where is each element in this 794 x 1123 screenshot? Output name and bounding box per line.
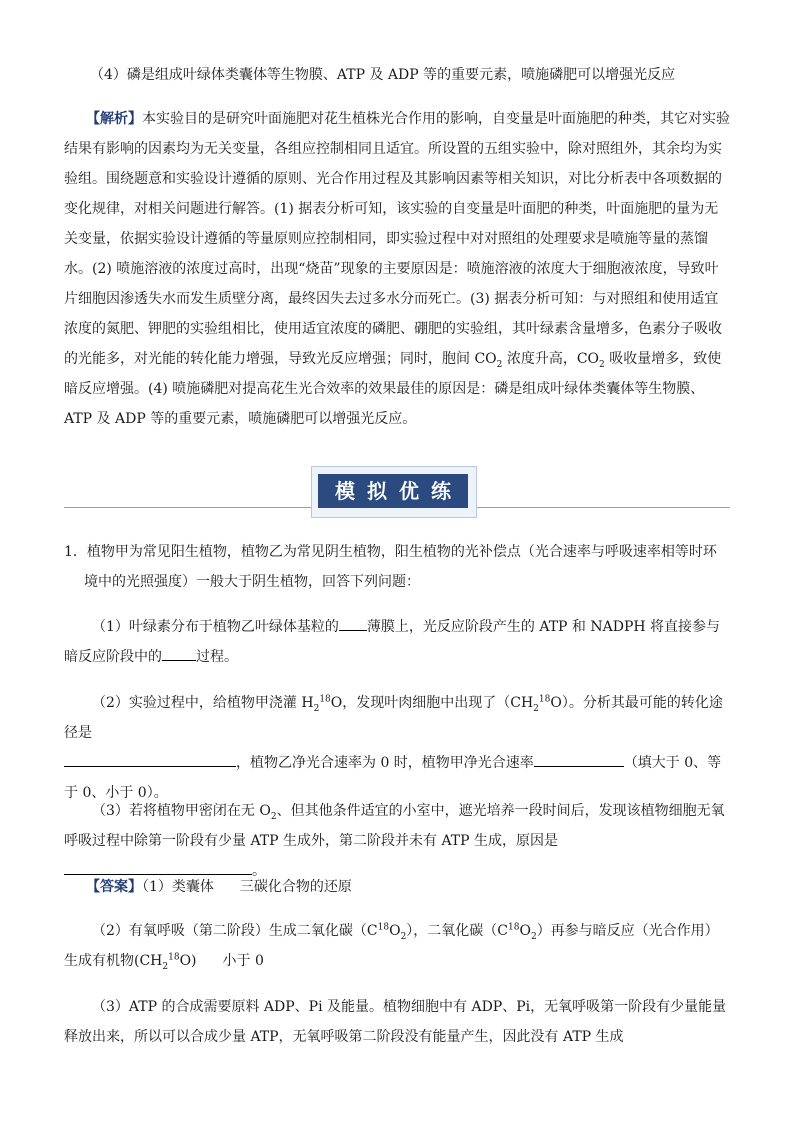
- co2-subscript-1: 2: [496, 359, 503, 370]
- banner-title: 模拟优练: [335, 479, 463, 503]
- answer-line-1: [64, 872, 730, 902]
- answer-line-2: [64, 916, 730, 976]
- q1-part1-text-c: 过程。: [196, 649, 238, 665]
- answer-blank-3[interactable]: [64, 751, 236, 767]
- q1-part3-text-b: 、但其他条件适宜的小室中，遮光培养一段时间后，发现该植物细胞无氧呼吸过程中除第一阶段有少量 ATP 生成外，第二阶段并未有 ATP 生成，原因是: [64, 803, 725, 849]
- question-1-stem-text: 1．植物甲为常见阳生植物，植物乙为常见阴生植物，阳生植物的光补偿点（光合速率与呼吸速率相等时环境中的光照强度）一般大于阴生植物，回答下列问题：: [64, 544, 717, 590]
- answer-blank-4[interactable]: [534, 751, 624, 767]
- answer-2-text-f: 小于 0: [222, 953, 264, 969]
- answer-tag: 【答案】: [86, 879, 142, 895]
- question-1-part-1: [64, 612, 730, 672]
- answer-2-text-e: O): [179, 953, 197, 969]
- co2-subscript-2: 2: [599, 359, 605, 370]
- q1-part1-text-b: 薄膜上，光反应阶段产生的 ATP 和 NADPH 将直接参与暗反应阶段中的: [64, 619, 721, 665]
- answer-2-text-d: ）再参与暗反应（光合作用）生成有机物(CH: [64, 923, 719, 969]
- answer-1-part-b: 三碳化合物的还原: [239, 879, 352, 895]
- q1-part3-text-c: 。: [252, 863, 266, 879]
- question-1-part-2: [64, 688, 730, 808]
- c18-superscript-1: 18: [377, 922, 390, 933]
- answer-2-text-o: O: [519, 923, 531, 939]
- c18-superscript-2: 18: [508, 922, 520, 933]
- answer-2-text-c: ），二氧化碳（C: [406, 923, 509, 939]
- answer-1-part-a: （1）类囊体: [142, 879, 214, 895]
- question-1-stem: [64, 537, 730, 597]
- analysis-paragraph: [64, 104, 730, 434]
- q1-part2-text-a: （2）实验过程中，给植物甲浇灌 H: [92, 695, 314, 711]
- answer-blank-1[interactable]: [339, 615, 367, 631]
- q1-part1-text-a: （1）叶绿素分布于植物乙叶绿体基粒的: [92, 619, 339, 635]
- q1-part2-text-c: O）。分析其最可能的转化途径是: [64, 695, 723, 741]
- analysis-text-3: 吸收量增多，致使暗反应增强。(4) 喷施磷肥对提高花生光合效率的效果最佳的原因是：磷是组成叶绿体类囊体等生物膜、ATP 及 ADP 等的重要元素，喷施磷肥可以增强光反应。: [64, 351, 722, 427]
- q1-part3-text-a: （3）若将植物甲密闭在无 O: [92, 803, 271, 819]
- answer-2-text-b: O: [389, 923, 401, 939]
- o18-superscript-answer: 18: [168, 952, 180, 963]
- q1-part2-text-b: O，发现叶肉细胞中出现了（CH: [330, 695, 534, 711]
- analysis-text-2: 浓度升高，CO: [502, 351, 600, 367]
- item-4-content: （4）磷是组成叶绿体类囊体等生物膜、ATP 及 ADP 等的重要元素，喷施磷肥可以增强光反应: [90, 67, 676, 83]
- o2-subscript-1: 2: [400, 931, 407, 942]
- analysis-text-1: 本实验目的是研究叶面施肥对花生植株光合作用的影响，自变量是叶面施肥的种类，其它对实验结果有影响的因素均为无关变量，各组应控制相同且适宜。所设置的五组实验中，除对照组外，其余均为实验组。围绕题意和实验设计遵循的原则、光合作用过程及其影响因素等相关知识，对比分析表中各项数据的变化规律，对相关问题进行解答。(1) 据表分析可知，该实验的自变量是叶面肥的种类，叶面施肥的量为无关变量，依据实验设计遵循的等量原则应控制相同，即实验过程中对对照组的处理要求是喷施等量的蒸馏水。(2) 喷施溶液的浓度过高时，出现“烧苗”现象的主要原因是：喷施溶液的浓度大于细胞液浓度，导致叶片细胞因渗透失水而发生质壁分离，最终因失去过多水分而死亡。(3) 据表分析可知：与对照组和使用适宜浓度的氮肥、钾肥的实验组相比，使用适宜浓度的磷肥、硼肥的实验组，其叶绿素含量增多，色素分子吸收的光能多，对光能的转化能力增强，导致光反应增强；同时，胞间 CO: [64, 111, 730, 367]
- h2o-subscript: 2: [313, 703, 320, 714]
- o18-superscript: 18: [319, 694, 331, 705]
- q1-part2-text-d: ，植物乙净光合速率为 0 时，植物甲净光合速率: [236, 755, 534, 771]
- banner-plate: [318, 474, 468, 508]
- answer-3-text: （3）ATP 的合成需要原料 ADP、Pi 及能量。植物细胞中有 ADP、Pi，无氧呼吸第一阶段有少量能量释放出来，所以可以合成少量 ATP，无氧呼吸第二阶段没有能量产生，因此没有 ATP 生成: [64, 999, 727, 1045]
- o2-subscript: 2: [270, 811, 277, 822]
- q1-part2-text-e: （填大于 0、等于 0、小于 0）。: [64, 755, 722, 801]
- analysis-tag: 【解析】: [86, 111, 142, 127]
- ch2-subscript: 2: [533, 703, 539, 714]
- answer-blank-2[interactable]: [162, 645, 196, 661]
- section-banner: [311, 466, 477, 518]
- o2-subscript-2: 2: [530, 931, 537, 942]
- answer-2-text-a: （2）有氧呼吸（第二阶段）生成二氧化碳（C: [92, 923, 378, 939]
- answer-line-3: [64, 992, 730, 1052]
- item-4-text: [90, 60, 730, 90]
- ch2-o18-superscript: 18: [538, 694, 551, 705]
- ch2-subscript-answer: 2: [162, 961, 169, 972]
